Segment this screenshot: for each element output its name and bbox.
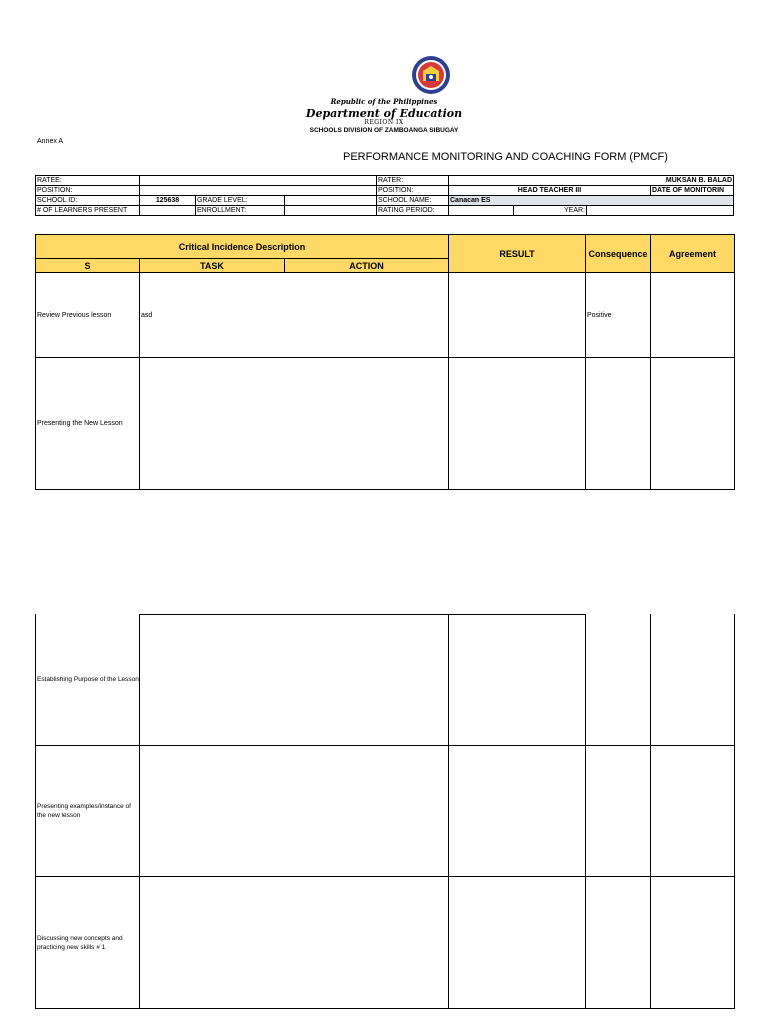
year-field[interactable]	[587, 206, 734, 216]
row-label-discussing-concepts: Discussing new concepts and practicing new skills # 1	[36, 877, 140, 1008]
rater-position-value[interactable]: HEAD TEACHER III	[449, 186, 651, 196]
agreement-cell-presenting-new[interactable]	[651, 358, 734, 489]
task-cell-presenting-examples[interactable]	[140, 746, 449, 877]
enrollment-field[interactable]	[285, 206, 377, 216]
result-cell-review[interactable]	[449, 273, 586, 358]
grade-level-field[interactable]	[285, 196, 377, 206]
learners-present-label: # OF LEARNERS PRESENT	[36, 206, 140, 216]
task-header: TASK	[140, 259, 285, 273]
date-of-monitoring-label: DATE OF MONITORIN	[651, 186, 734, 196]
action-header: ACTION	[285, 259, 449, 273]
rater-label: RATER:	[377, 176, 449, 186]
school-id-label: SCHOOL ID:	[36, 196, 140, 206]
agreement-cell-presenting-examples[interactable]	[651, 746, 734, 877]
agreement-cell-discussing-concepts[interactable]	[651, 877, 734, 1008]
consequence-header: Consequence	[586, 235, 651, 273]
result-header: RESULT	[449, 235, 586, 273]
row-label-establishing-purpose: Establishing Purpose of the Lesson	[36, 614, 140, 746]
enrollment-label: ENROLLMENT:	[196, 206, 285, 216]
school-name-label: SCHOOL NAME:	[377, 196, 449, 206]
division-heading: SCHOOLS DIVISION OF ZAMBOANGA SIBUGAY	[309, 127, 459, 134]
ratee-label: RATEE:	[36, 176, 140, 186]
annex-label: Annex A	[37, 138, 64, 145]
result-cell-establishing-purpose[interactable]	[449, 614, 586, 746]
consequence-cell-discussing-concepts[interactable]	[586, 877, 651, 1008]
task-cell-review[interactable]: asd	[140, 273, 449, 358]
task-cell-presenting-new[interactable]	[140, 358, 449, 489]
position-label: POSITION:	[36, 186, 140, 196]
form-title: PERFORMANCE MONITORING AND COACHING FORM (PMCF)	[343, 151, 668, 163]
agreement-header: Agreement	[651, 235, 734, 273]
agreement-cell-review[interactable]	[651, 273, 734, 358]
result-cell-discussing-concepts[interactable]	[449, 877, 586, 1008]
region-heading: REGION IX	[364, 119, 404, 126]
school-name-value[interactable]: Canacan ES	[449, 196, 734, 206]
grade-level-label: GRADE LEVEL:	[196, 196, 285, 206]
rating-period-label: RATING PERIOD:	[377, 206, 449, 216]
department-heading: Department of Education	[305, 107, 463, 120]
s-header: S	[36, 259, 140, 273]
deped-seal-logo	[411, 55, 451, 95]
critical-incidence-header: Critical Incidence Description	[36, 235, 449, 259]
agreement-cell-establishing-purpose[interactable]	[651, 614, 734, 746]
rater-position-label: POSITION:	[377, 186, 449, 196]
learners-present-field[interactable]	[140, 206, 196, 216]
position-field[interactable]	[140, 186, 377, 196]
row-label-presenting-examples: Presenting examples/instance of the new lesson	[36, 746, 140, 877]
row-label-review: Review Previous lesson	[36, 273, 140, 358]
year-label: YEAR:	[514, 206, 587, 216]
consequence-cell-presenting-examples[interactable]	[586, 746, 651, 877]
republic-heading: Republic of the Philippines	[330, 97, 438, 106]
result-cell-presenting-examples[interactable]	[449, 746, 586, 877]
rating-period-field[interactable]	[449, 206, 514, 216]
row-label-presenting-new: Presenting the New Lesson	[36, 358, 140, 489]
consequence-cell-review[interactable]: Positive	[586, 273, 651, 358]
rater-value[interactable]: MUKSAN B. BALAD	[449, 176, 734, 186]
task-cell-discussing-concepts[interactable]	[140, 877, 449, 1008]
result-cell-presenting-new[interactable]	[449, 358, 586, 489]
task-cell-establishing-purpose[interactable]	[140, 614, 449, 746]
info-table	[35, 175, 734, 216]
consequence-cell-establishing-purpose[interactable]	[586, 614, 651, 746]
coaching-table-page1	[35, 234, 735, 490]
school-id-value[interactable]: 125638	[140, 196, 196, 206]
ratee-field[interactable]	[140, 176, 377, 186]
coaching-table-page2	[35, 614, 735, 1009]
consequence-cell-presenting-new[interactable]	[586, 358, 651, 489]
